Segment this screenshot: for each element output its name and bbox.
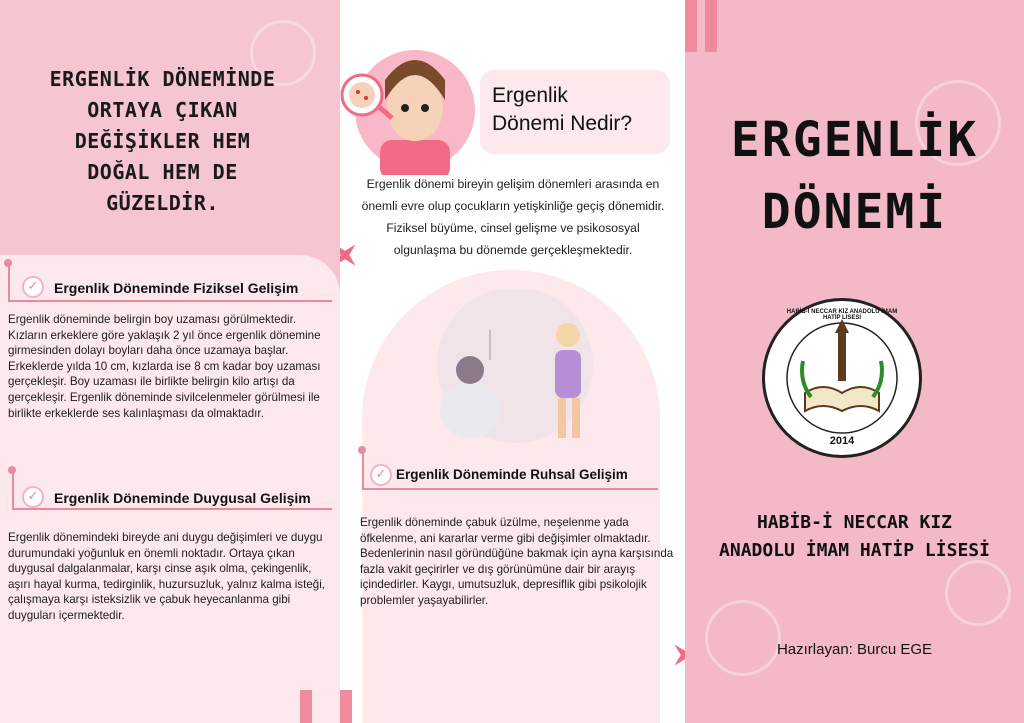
decor-line — [362, 450, 364, 488]
left-panel — [0, 0, 340, 723]
doodle-circle — [705, 600, 781, 676]
doodle-circle — [945, 560, 1011, 626]
decor-stripes — [340, 690, 352, 723]
school-name-line1: HABİB-İ NECCAR KIZ — [756, 512, 953, 533]
decor-line — [8, 300, 332, 302]
right-panel — [685, 0, 1024, 723]
school-name-line2: ANADOLU İMAM HATİP LİSESİ — [719, 540, 990, 561]
section-title-mental: Ergenlik Döneminde Ruhsal Gelişim — [396, 467, 628, 482]
intro-text: Ergenlik dönemi bireyin gelişim dönemleri arasında en önemli evre olup çocukların yetişkinliğe geçiş dönemidir. Fiziksel büyüme, cinsel gelişme ve psikososyal olgunlaşma bu dönemde gerçekleşmektedir. — [361, 177, 665, 257]
school-logo-emblem — [765, 301, 919, 455]
school-logo-ring-text: HABİB-İ NECCAR KIZ ANADOLU İMAM HATİP LİSESİ — [786, 309, 898, 321]
decor-line — [8, 262, 10, 300]
school-logo — [762, 298, 922, 458]
main-title-line2: DÖNEMİ — [761, 184, 948, 240]
sparkle-icon — [664, 634, 685, 676]
check-icon: ✓ — [22, 276, 44, 298]
check-icon: ✓ — [370, 464, 392, 486]
section-title-physical: Ergenlik Döneminde Fiziksel Gelişim — [54, 280, 299, 296]
girl-worried-illustration — [340, 40, 480, 175]
main-title-line1: ERGENLİK — [730, 112, 979, 168]
decor-stripes — [685, 0, 717, 52]
section-body-physical: Ergenlik döneminde belirgin boy uzaması görülmektedir. Kızların erkeklere göre yaklaşık 2 yıl önce ergenlik dönemine girmesinden dolayı boyları daha önce uzamaya başlar. Erkeklerde yılda 10 cm, kızlarda ise 8 cm kadar boy uzaması gerçekleşir. Boy uzaması ile birlikte belirgin kilo artışı da gerçekleşir. Ergenlik döneminde sivilcelenmeler görülmesi ile birlikte erkeklerde ses kalınlaşması da olmaktadır. — [8, 313, 321, 420]
question-line2: Dönemi Nedir? — [492, 112, 633, 135]
question-line1: Ergenlik — [492, 84, 568, 107]
school-logo-year: 2014 — [829, 435, 855, 447]
decor-line — [362, 488, 658, 490]
author-line: Hazırlayan: Burcu EGE — [776, 641, 933, 658]
section-body-emotional: Ergenlik dönemindeki bireyde ani duygu değişimleri ve duygu durumundaki yoğunluk en önemli noktadır. Ortaya çıkan duygusal dalgalanmalar, karşı cinse aşık olma, çekingenlik, aşırı hayal kurma, tedirginlik, huzursuzluk, yalnız kalma isteği, çalışmaya karşı isteksizlik ve çabuk heyecanlanma gibi duyguları içermektedir. — [8, 531, 326, 622]
sad-girls-illustration — [400, 290, 630, 450]
section-body-mental: Ergenlik döneminde çabuk üzülme, neşelenme yada öfkelenme, ani kararlar verme gibi değişimler olmaktadır. Bedenlerinin nasıl göründüğüne bakmak için ayna karşısında fazla vakit geçirirler ve dış görünümüne dair bir arayış içindedirler. Kaygı, umutsuzluk, depresiflik gibi psikolojik problemler yaşayabilirler. — [360, 516, 674, 607]
section-title-emotional: Ergenlik Döneminde Duygusal Gelişim — [54, 490, 311, 506]
decor-stripes — [300, 690, 312, 723]
decor-line — [12, 470, 14, 508]
middle-panel — [340, 0, 685, 723]
check-icon: ✓ — [22, 486, 44, 508]
left-headline: ERGENLİK DÖNEMİNDE ORTAYA ÇIKAN DEĞİŞİKLER HEM DOĞAL HEM DE GÜZELDİR. — [49, 67, 276, 215]
decor-line — [12, 508, 332, 510]
